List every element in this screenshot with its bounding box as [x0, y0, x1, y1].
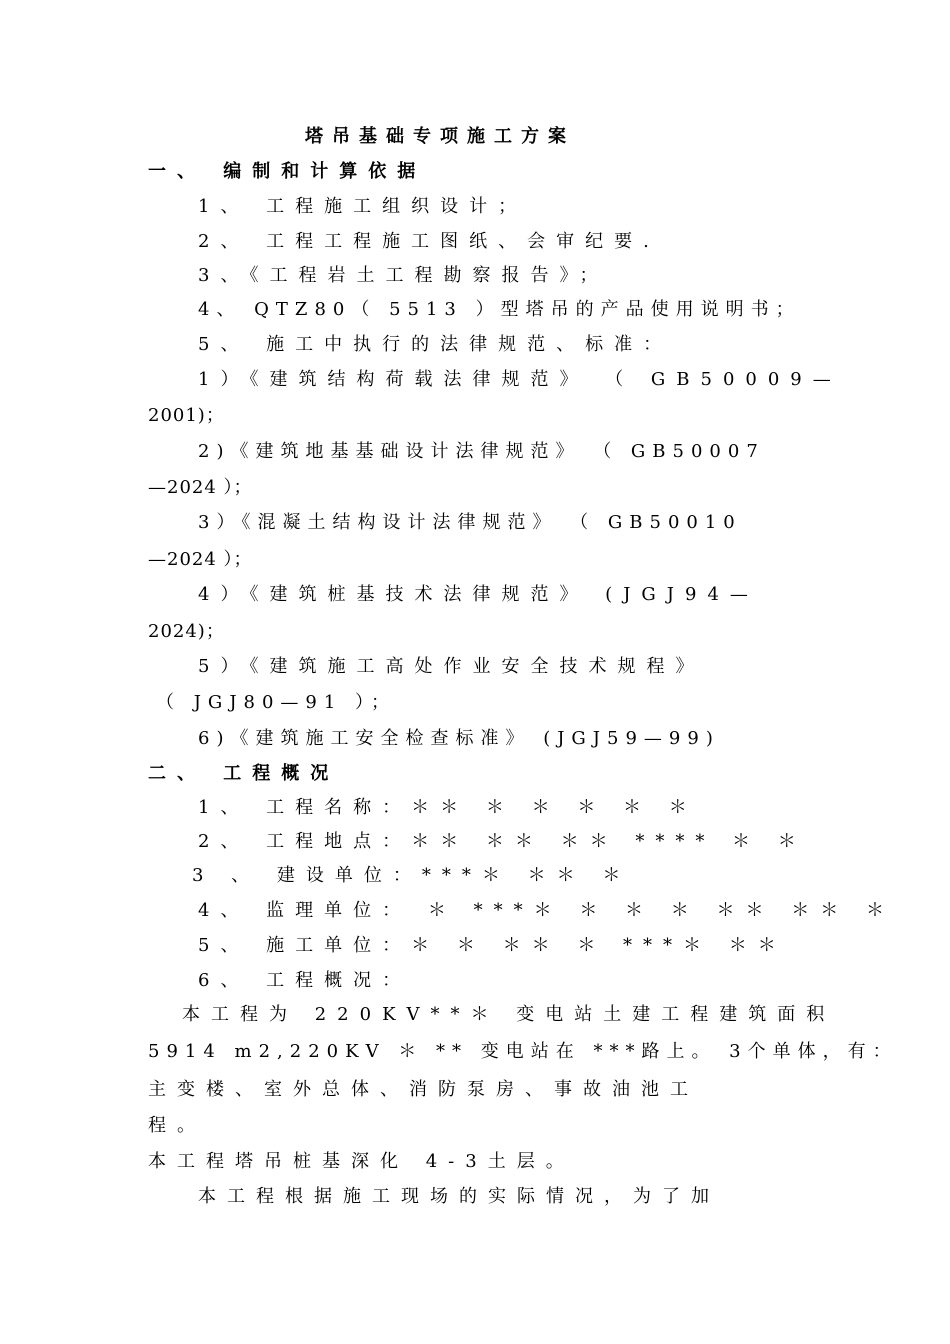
- standard-item: 1）《建筑结构荷载法律规范》 （ GB50009—: [198, 369, 842, 390]
- section-heading-overview: 二、 工程概况: [148, 763, 340, 784]
- standard-item-cont: —2024 ）；: [148, 477, 253, 498]
- list-item: 5、 施工单位：＊ ＊ ＊＊ ＊ ***＊ ＊＊: [198, 935, 787, 956]
- standard-item-cont: —2024 ）；: [148, 549, 253, 570]
- list-item: 4、 QTZ80（ 5513 ）型塔吊的产品使用说明书；: [198, 299, 801, 320]
- page-title: 塔吊基础专项施工方案: [305, 126, 575, 147]
- standard-item-cont: 2024)；: [148, 621, 225, 642]
- standard-item: 4）《建筑桩基技术法律规范》 (JGJ94—: [198, 584, 759, 605]
- paragraph-line: 程。: [148, 1115, 206, 1136]
- paragraph-line: 主变楼、室外总体、消防泵房、事故油池工: [148, 1079, 699, 1100]
- list-item: 3、《工程岩土工程勘察报告》；: [198, 265, 609, 286]
- standard-item-cont: （ JGJ80—91 ）；: [156, 692, 397, 713]
- paragraph-line: 本工程为 220KV**＊ 变电站土建工程建筑面积: [182, 1004, 836, 1025]
- standard-item: 6)《建筑施工安全检查标准》 (JGJ59—99): [198, 728, 720, 749]
- paragraph-line: 本工程根据施工现场的实际情况，为了加: [198, 1186, 720, 1207]
- standard-item: 3）《混凝土结构设计法律规范》 （ GB50010: [198, 512, 742, 533]
- paragraph-line: 本工程塔吊桩基深化 4-3土层。: [148, 1151, 575, 1172]
- list-item: 2、 工程工程施工图纸、会审纪要.: [198, 231, 660, 252]
- standard-item: 2)《建筑地基基础设计法律规范》 （ GB50007: [198, 441, 765, 462]
- list-item: 5、 施工中执行的法律规范、标准：: [198, 334, 673, 355]
- list-item: 1、 工程名称：＊＊ ＊ ＊ ＊ ＊ ＊: [198, 797, 698, 818]
- list-item: 2、 工程地点：＊＊ ＊＊ ＊＊ **** ＊ ＊: [198, 831, 807, 852]
- list-item: 6、 工程概况：: [198, 970, 412, 991]
- paragraph-line: 5914 m2,220KV ＊ ** 变电站在 ***路上。 3个单体，有：: [148, 1041, 898, 1062]
- list-item: 1、 工程施工组织设计；: [198, 196, 528, 217]
- list-item: 4、 监理单位： ＊ ***＊ ＊ ＊ ＊ ＊＊ ＊＊ ＊: [198, 900, 895, 921]
- standard-item: 5）《建筑施工高处作业安全技术规程》: [198, 656, 705, 677]
- section-heading-basis: 一、 编制和计算依据: [148, 161, 427, 182]
- list-item: 3 、 建设单位：***＊ ＊＊ ＊: [192, 865, 632, 886]
- standard-item-cont: 2001)；: [148, 405, 225, 426]
